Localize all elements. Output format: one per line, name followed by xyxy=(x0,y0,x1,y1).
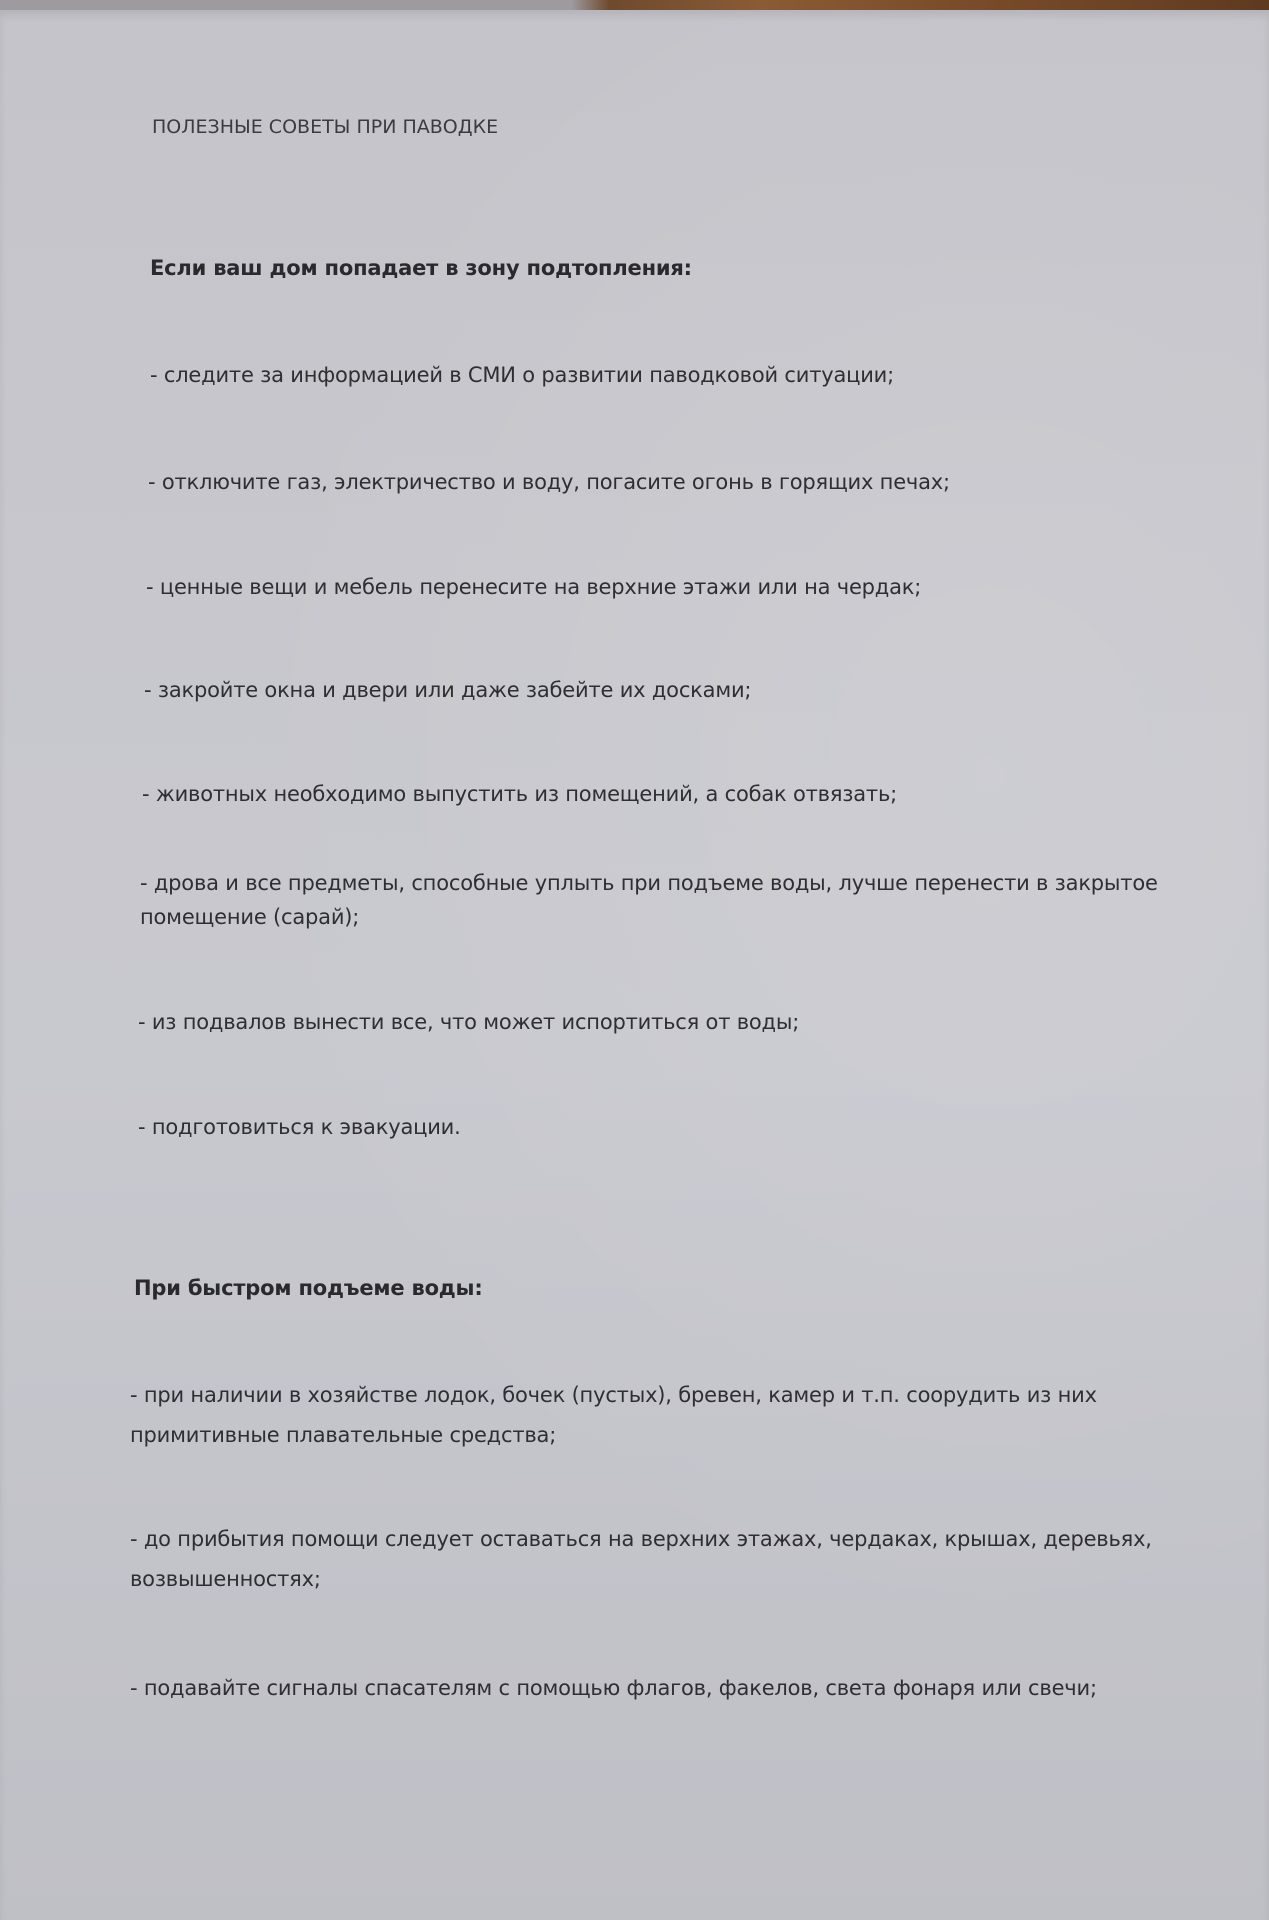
section2-item-2: - до прибытия помощи следует оставаться на верхних этажах, чердаках, крышах, деревьях, возвышенностях; xyxy=(130,1527,1152,1591)
paper-sheet xyxy=(0,10,1269,1920)
section1-item-1: - следите за информацией в СМИ о развитии паводковой ситуации; xyxy=(150,363,895,387)
section1-item-5: - животных необходимо выпустить из помещений, а собак отвязать; xyxy=(142,782,898,806)
section2-heading: При быстром подъеме воды: xyxy=(134,1276,483,1300)
section1-item-4: - закройте окна и двери или даже забейте их досками; xyxy=(144,678,752,702)
section1-item-8: - подготовиться к эвакуации. xyxy=(138,1115,461,1139)
document-title: ПОЛЕЗНЫЕ СОВЕТЫ ПРИ ПАВОДКЕ xyxy=(152,116,499,138)
section1-item-3: - ценные вещи и мебель перенесите на верхние этажи или на чердак; xyxy=(146,575,922,599)
section1-item-7: - из подвалов вынести все, что может испортиться от воды; xyxy=(138,1010,800,1034)
section1-item-2: - отключите газ, электричество и воду, погасите огонь в горящих печах; xyxy=(148,470,950,494)
section1-heading: Если ваш дом попадает в зону подтопления: xyxy=(150,256,692,280)
section1-item-6: - дрова и все предметы, способные уплыть при подъеме воды, лучше перенести в закрытое помещение (сарай); xyxy=(140,871,1158,929)
section2-item-3: - подавайте сигналы спасателям с помощью флагов, факелов, света фонаря или свечи; xyxy=(130,1676,1097,1700)
section2-item-1: - при наличии в хозяйстве лодок, бочек (пустых), бревен, камер и т.п. соорудить из них примитивные плавательные средства; xyxy=(130,1383,1097,1447)
